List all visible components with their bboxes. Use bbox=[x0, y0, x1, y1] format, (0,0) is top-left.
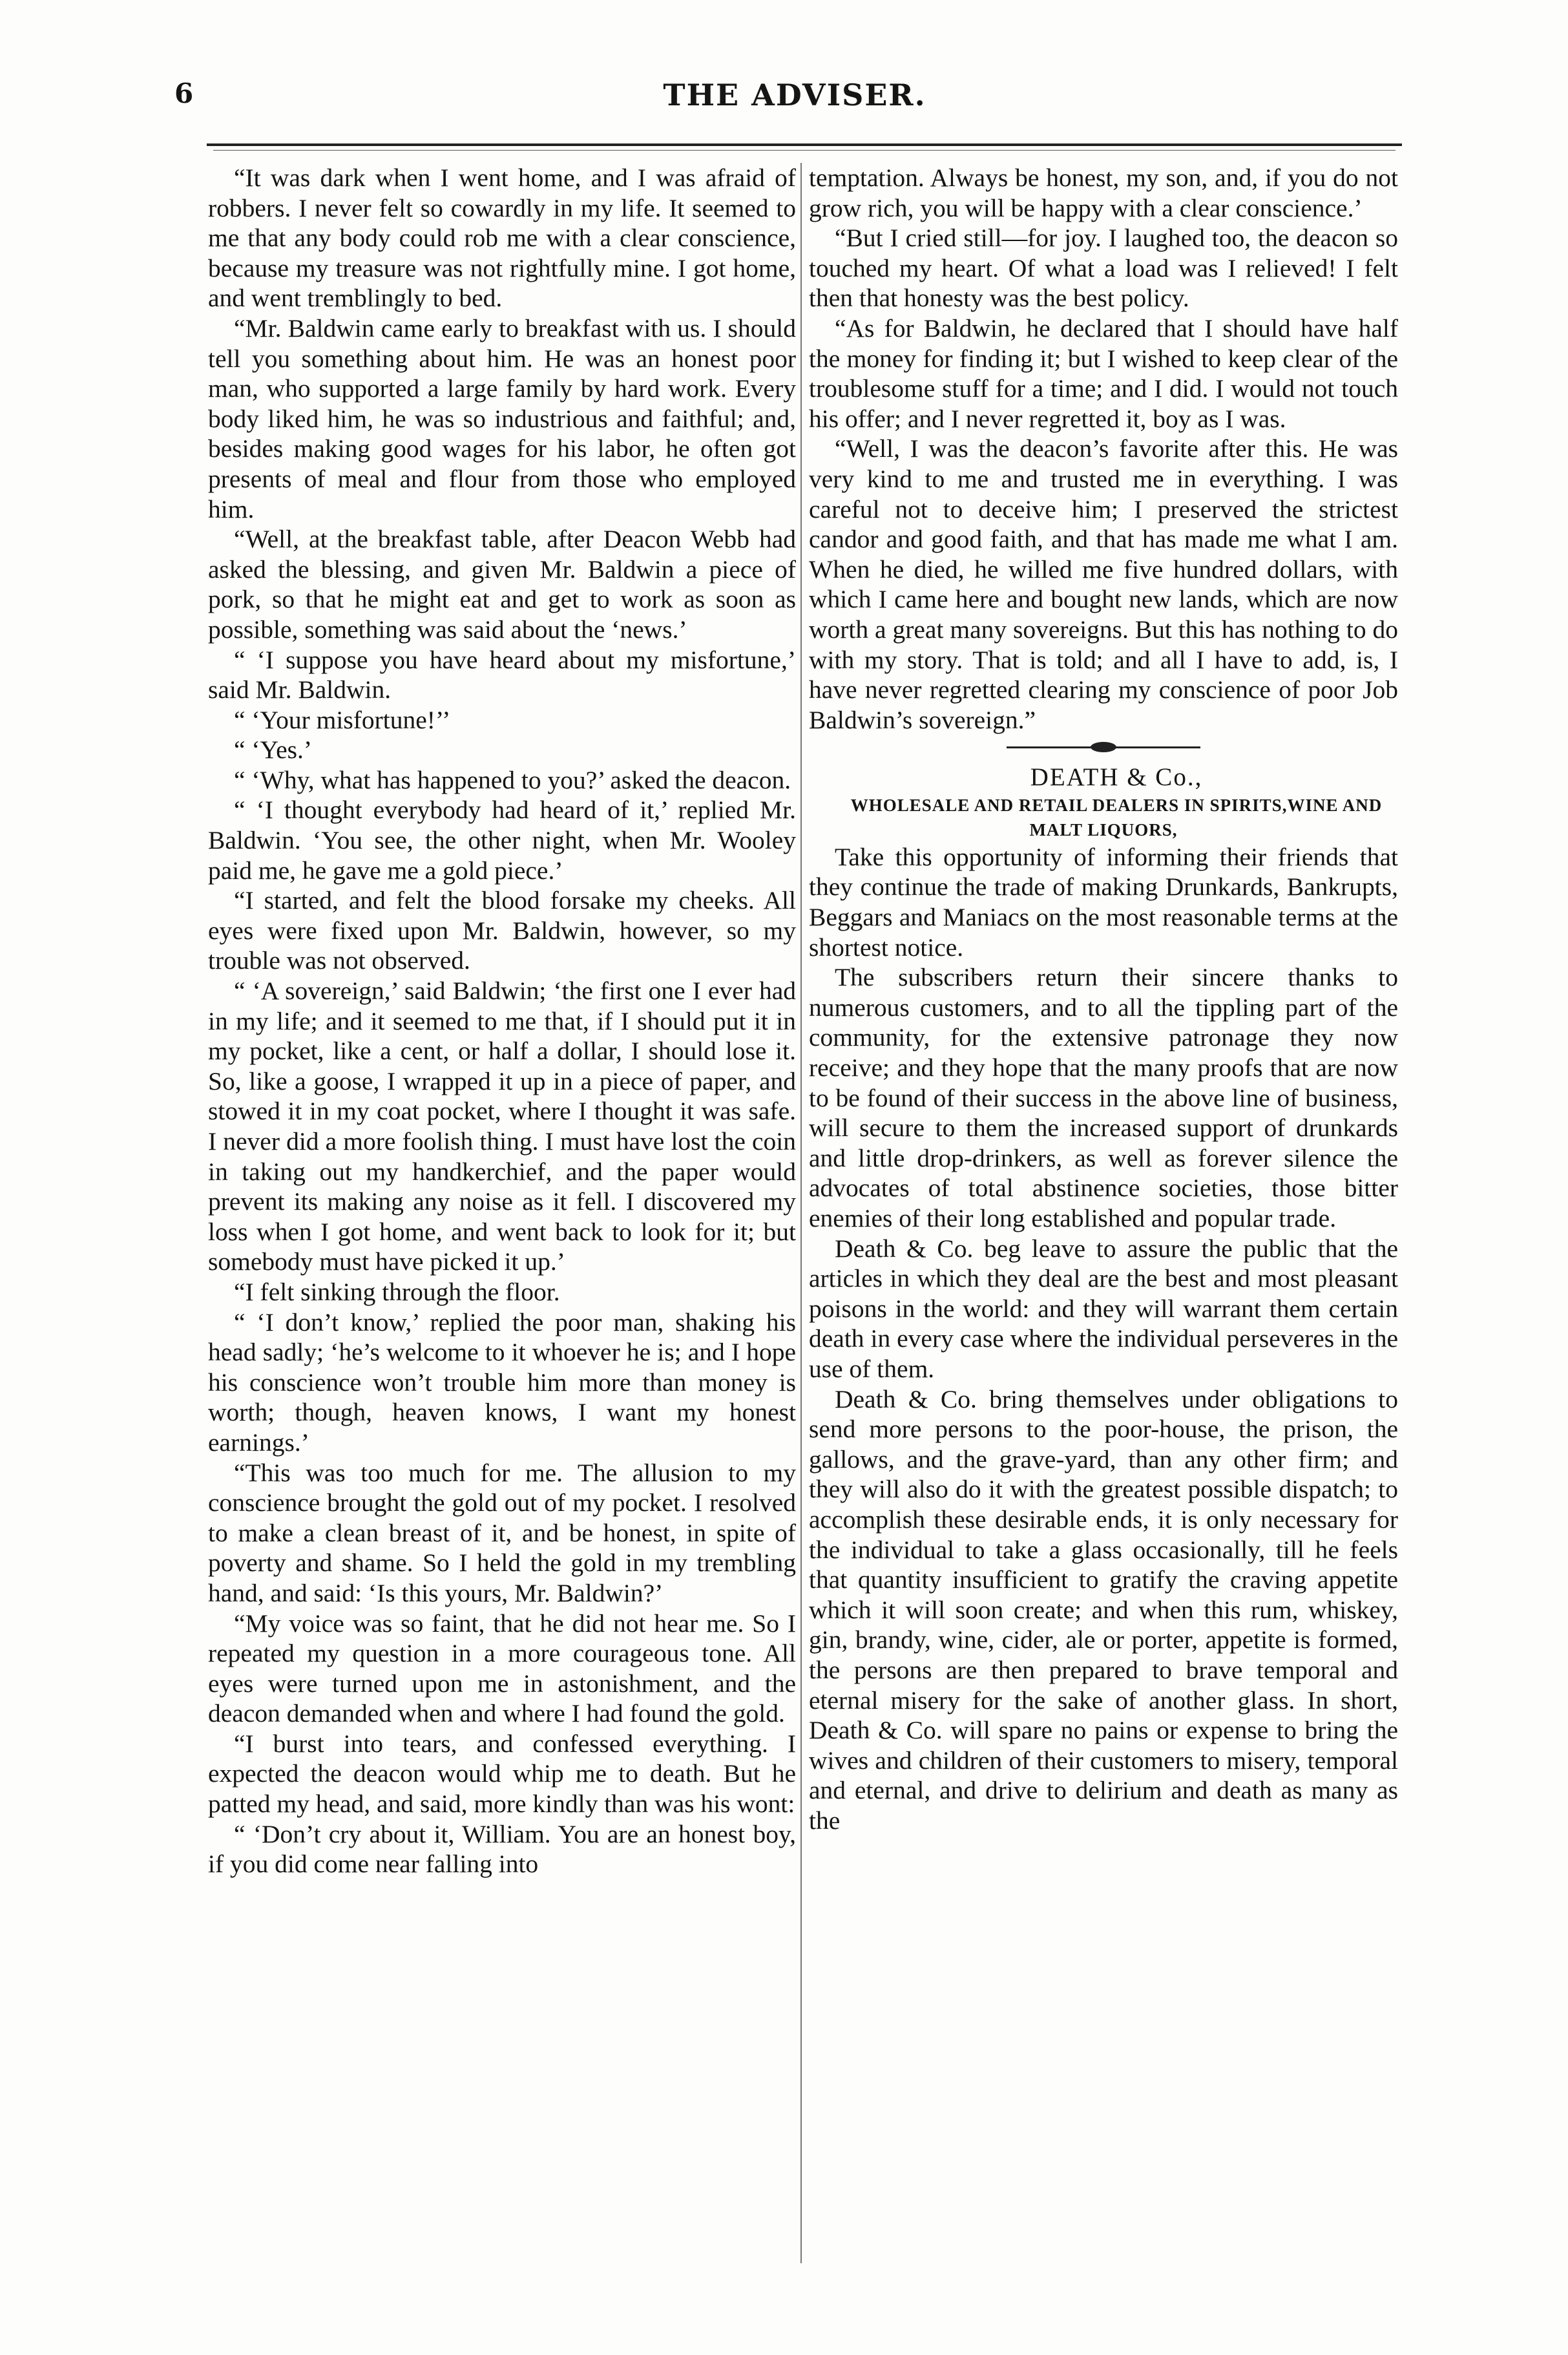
story-paragraph: “ ‘Why, what has happened to you?’ asked the deacon. bbox=[234, 765, 791, 794]
story-paragraph: “Well, I was the deacon’s favorite after this. He was very kind to me and trusted me in everything. I was careful not to deceive him; I preserved the strictest candor and good faith, and that has made me what I am. When he died, he willed me five hundred dollars, with which I came here and bought new lands, which are now worth a great many sovereigns. But this has nothing to do with my story. That is told; and all I have to add, is, I have never regretted clearing my conscience of poor Job Baldwin’s sovereign.” bbox=[809, 434, 1398, 734]
running-title: THE ADVISER. bbox=[663, 78, 926, 112]
story-paragraph: “ ‘I don’t know,’ replied the poor man, shaking his head sadly; ‘he’s welcome to it whoever he is; and I hope his conscience won’t trouble him more than money is worth; though, heaven knows, I want my honest earnings.’ bbox=[208, 1307, 796, 1457]
story-paragraph: “I started, and felt the blood forsake my cheeks. All eyes were fixed upon Mr. Baldwin, however, so my trouble was not observed. bbox=[208, 886, 796, 975]
page-header bbox=[174, 78, 1415, 129]
advertisement-paragraph: Death & Co. beg leave to assure the public that the articles in which they deal are the best and most pleasant poisons in the world: and they will warrant them certain death in every case where the individual perseveres in the use of them. bbox=[809, 1234, 1398, 1383]
section-divider-ornament bbox=[1007, 746, 1200, 748]
story-paragraph: “ ‘I suppose you have heard about my misfortune,’ said Mr. Baldwin. bbox=[208, 645, 796, 704]
column-divider bbox=[800, 163, 802, 2263]
page-number: 6 bbox=[174, 78, 194, 109]
story-paragraph: “ ‘Don’t cry about it, William. You are an honest boy, if you did come near falling into bbox=[208, 1819, 796, 1879]
right-column bbox=[809, 163, 1398, 2276]
story-paragraph: “This was too much for me. The allusion to my conscience brought the gold out of my pocket. I resolved to make a clean breast of it, and be honest, in spite of poverty and shame. So I held the gold in my trembling hand, and said: ‘Is this yours, Mr. Baldwin?’ bbox=[208, 1458, 796, 1607]
advertisement-title: DEATH & Co., bbox=[1030, 763, 1203, 792]
story-paragraph: “I felt sinking through the floor. bbox=[234, 1277, 560, 1306]
story-paragraph: “ ‘Your misfortune!’’ bbox=[234, 705, 451, 734]
advertisement-paragraph: The subscribers return their sincere thanks to numerous customers, and to all the tippling part of the community, for the extensive patronage they now receive; and they hope that the many proofs that are now to be found of their success in the above line of business, will secure to them the increased support of drunkards and little drop-drinkers, as well as forever silence the advocates of total abstinence societies, those bitter enemies of their long established and popular trade. bbox=[809, 963, 1398, 1232]
story-paragraph: “I burst into tears, and confessed everything. I expected the deacon would whip me to death. But he patted my head, and said, more kindly than was his wont: bbox=[208, 1729, 796, 1819]
story-paragraph: “As for Baldwin, he declared that I should have half the money for finding it; but I wished to keep clear of the troublesome stuff for a time; and I did. I would not touch his offer; and I never regretted it, boy as I was. bbox=[809, 313, 1398, 433]
left-column bbox=[208, 163, 796, 2276]
story-paragraph: “But I cried still—for joy. I laughed too, the deacon so touched my heart. Of what a load was I relieved! I felt then that honesty was the best policy. bbox=[809, 224, 1398, 313]
story-paragraph: temptation. Always be honest, my son, and, if you do not grow rich, you will be happy with a clear conscience.’ bbox=[809, 164, 1398, 222]
story-paragraph: “It was dark when I went home, and I was afraid of robbers. I never felt so cowardly in my life. It seemed to me that any body could rob me with a clear conscience, because my treasure was not rightfully mine. I got home, and went tremblingly to bed. bbox=[208, 164, 796, 313]
story-paragraph: “My voice was so faint, that he did not hear me. So I repeated my question in a more courageous tone. All eyes were turned upon me in astonishment, and the deacon demanded when and where I had found the gold. bbox=[208, 1609, 796, 1728]
advertisement-paragraph: Death & Co. bring themselves under obligations to send more persons to the poor-house, the prison, the gallows, and the grave-yard, than any other firm; and they will also do it with the greatest possible dispatch; to accomplish these desirable ends, it is only necessary for the individual to take a glass occasionally, till he feels that quantity insufficient to gratify the craving appetite which it will soon create; and when this rum, whiskey, gin, brandy, wine, cider, ale or porter, appetite is formed, the persons are then prepared to brave temporal and eternal misery for the sake of another glass. In short, Death & Co. will spare no pains or expense to bring the wives and children of their customers to misery, temporal and eternal, and drive to delirium and death as many as the bbox=[809, 1384, 1398, 1835]
story-paragraph: “Mr. Baldwin came early to breakfast with us. I should tell you something about him. He was an honest poor man, who supported a large family by hard work. Every body liked him, he was so industrious and faithful; and, besides making good wages for his labor, he often got presents of meal and flour from those who employed him. bbox=[208, 313, 796, 523]
story-paragraph: “ ‘I thought everybody had heard of it,’ replied Mr. Baldwin. ‘You see, the other night, when Mr. Wooley paid me, he gave me a gold piece.’ bbox=[208, 796, 796, 885]
story-paragraph: “ ‘Yes.’ bbox=[234, 735, 313, 765]
header-rule-thin bbox=[213, 150, 1396, 151]
advertisement-paragraph: Take this opportunity of informing their friends that they continue the trade of making Drunkards, Bankrupts, Beggars and Maniacs on the most reasonable terms at the shortest notice. bbox=[809, 842, 1398, 962]
story-paragraph: “ ‘A sovereign,’ said Baldwin; ‘the first one I ever had in my life; and it seemed to me that, if I should put it in my pocket, like a cent, or half a dollar, I should lose it. So, like a goose, I wrapped it up in a piece of paper, and stowed it in my coat pocket, where I thought it was safe. I never did a more foolish thing. I must have lost the coin in taking out my handkerchief, and the paper would prevent its making any noise as it fell. I discovered my loss when I got home, and went back to look for it; but somebody must have picked it up.’ bbox=[208, 977, 796, 1276]
story-paragraph: “Well, at the breakfast table, after Deacon Webb had asked the blessing, and given Mr. Baldwin a piece of pork, so that he might eat and get to work as soon as possible, something was said about the ‘news.’ bbox=[208, 525, 796, 644]
header-rule bbox=[207, 143, 1402, 146]
advertisement-subtitle: WHOLESALE AND RETAIL DEALERS IN SPIRITS,WINE AND MALT LIQUORS, bbox=[850, 795, 1383, 840]
